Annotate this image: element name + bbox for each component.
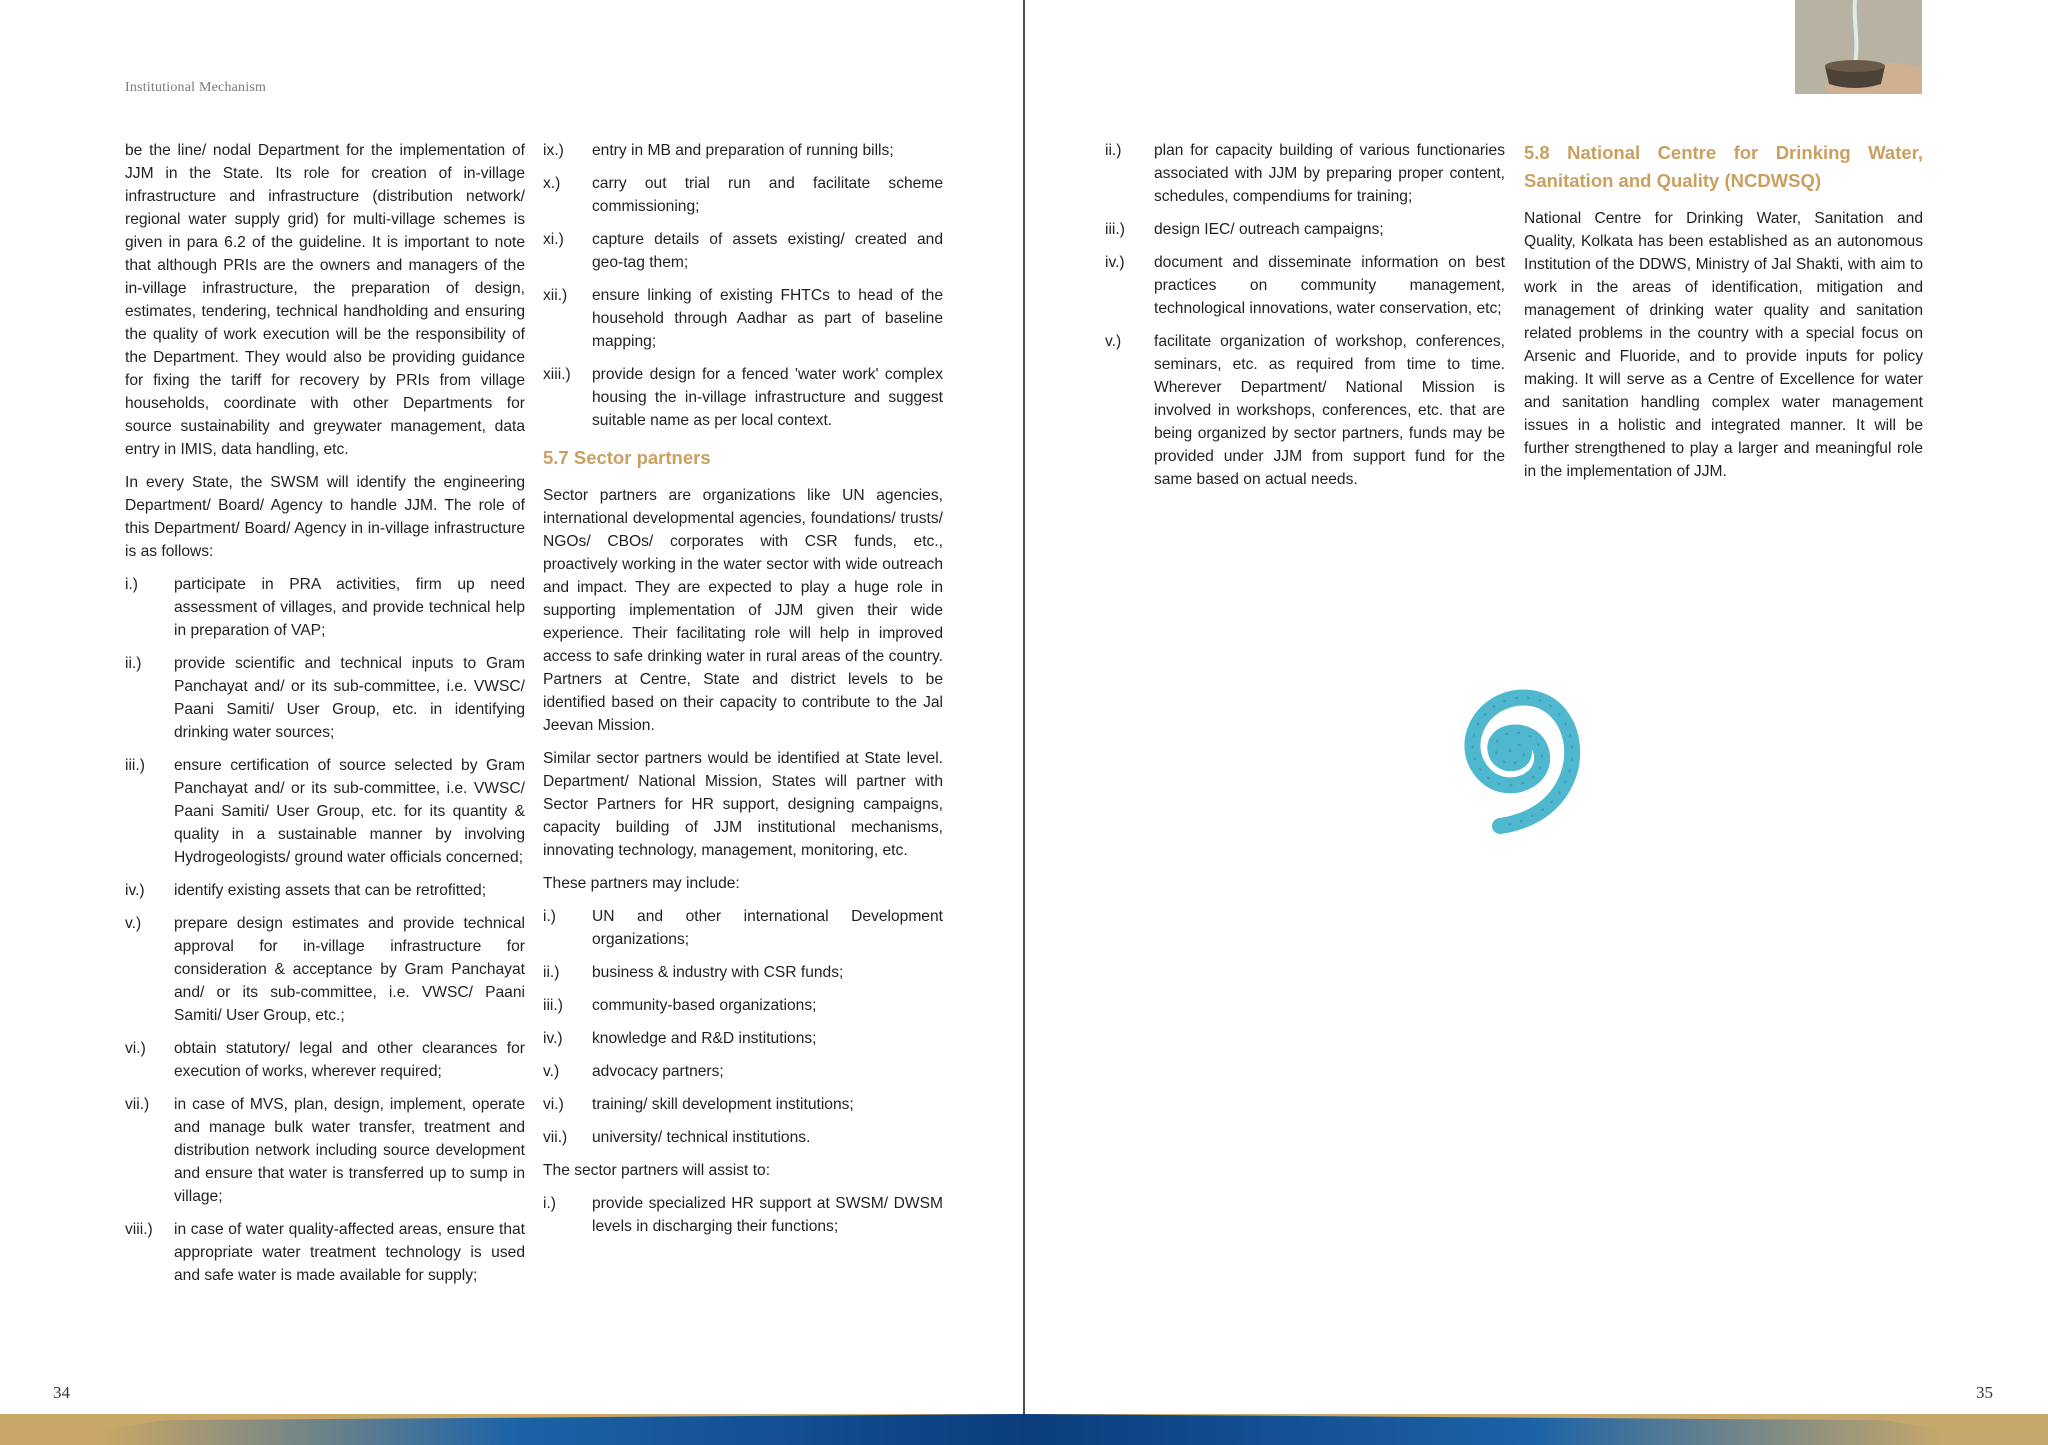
paragraph: Similar sector partners would be identified at State level. Department/ National Mission, States will partner with Sector Partners for HR support, designing campaigns, capacity building of JJM institutional mechanisms, innovating technology, management, monitoring, etc. (543, 750, 943, 859)
column-c (1105, 139, 1505, 501)
list-item (125, 912, 525, 1027)
list-item-number: iv.) (1105, 254, 1125, 271)
section-heading-ncdwsq: 5.8 National Centre for Drinking Water, Sanitation and Quality (NCDWSQ) (1524, 142, 1923, 191)
list-item (543, 1126, 943, 1149)
list-item-text: in case of water quality-affected areas, ensure that appropriate water treatment technology is used and safe water is made available for supply; (174, 1221, 525, 1284)
list-item-text: UN and other international Development organizations; (592, 908, 943, 948)
list-item-number: ii.) (125, 655, 142, 672)
list-item-text: participate in PRA activities, firm up need assessment of villages, and provide technical help in preparation of VAP; (174, 576, 525, 639)
list-item-text: plan for capacity building of various functionaries associated with JJM by preparing proper content, schedules, compendiums for training; (1154, 142, 1505, 205)
list-item-number: iii.) (125, 757, 145, 774)
page-number-right: 35 (1976, 1383, 1993, 1402)
list-item-text: capture details of assets existing/ created and geo-tag them; (592, 231, 943, 271)
list-item (1105, 139, 1505, 208)
photo-illustration (1795, 0, 1922, 94)
list-item-number: i.) (125, 576, 138, 593)
list-item-text: provide specialized HR support at SWSM/ DWSM levels in discharging their functions; (592, 1195, 943, 1235)
list-item-number: ii.) (543, 964, 560, 981)
paragraph: be the line/ nodal Department for the implementation of JJM in the State. Its role for creation of in-village infrastructure and infrastructure (distribution network/ regional water supply grid) for multi-village schemes is given in para 6.2 of the guideline. It is important to note that although PRIs are the owners and managers of the in-village infrastructure, the preparation of design, estimates, tendering, technical handholding and ensuring the quality of work execution will be the responsibility of the Department. They would also be providing guidance for fixing the tariff for recovery by PRIs from village households, coordinate with other Departments for source sustainability and greywater management, data entry in IMIS, data handling, etc. (125, 142, 525, 458)
list-item (1105, 330, 1505, 491)
list-item-number: viii.) (125, 1221, 153, 1238)
list-item-number: xiii.) (543, 366, 571, 383)
list-item (125, 879, 525, 902)
list-item (1105, 218, 1505, 241)
list-item (125, 754, 525, 869)
paragraph: These partners may include: (543, 875, 740, 892)
list-item (543, 1027, 943, 1050)
column-b (543, 139, 943, 1248)
list-item-text: obtain statutory/ legal and other clearances for execution of works, wherever required; (174, 1040, 525, 1080)
water-pouring-photo (1795, 0, 1922, 94)
list-item (543, 284, 943, 353)
footer-band (0, 1414, 2048, 1445)
list-item-text: advocacy partners; (592, 1063, 724, 1080)
column-d (1524, 139, 1923, 493)
list-item-text: prepare design estimates and provide technical approval for in-village infrastructure for consideration & acceptance by Gram Panchayat and/ or its sub-committee, i.e. VWSC/ Paani Samiti/ User Group, etc.; (174, 915, 525, 1024)
list-item-text: facilitate organization of workshop, conferences, seminars, etc. as required from time to time. Wherever Department/ National Mission is involved in workshops, conferences, etc. that are being organized by sector partners, funds may be provided under JJM from support fund for the same based on actual needs. (1154, 333, 1505, 488)
running-head: Institutional Mechanism (125, 80, 267, 95)
list-item (543, 228, 943, 274)
list-item-number: i.) (543, 908, 556, 925)
list-item (125, 1093, 525, 1208)
list-item-number: vii.) (543, 1129, 568, 1146)
list-item (543, 1192, 943, 1238)
list-item-text: design IEC/ outreach campaigns; (1154, 221, 1384, 238)
list-item-number: vi.) (125, 1040, 146, 1057)
list-item-text: in case of MVS, plan, design, implement, operate and manage bulk water transfer, treatment and distribution network including source development and ensure that water is transferred up to sump in village; (174, 1096, 525, 1205)
list-item-number: xii.) (543, 287, 568, 304)
list-item-text: provide design for a fenced 'water work' complex housing the in-village infrastructure and suggest suitable name as per local context. (592, 366, 943, 429)
assist-list (543, 1192, 943, 1238)
list-item-number: iii.) (543, 997, 563, 1014)
department-role-list-continued (543, 139, 943, 432)
list-item-number: xi.) (543, 231, 564, 248)
paragraph: In every State, the SWSM will identify the engineering Department/ Board/ Agency to handle JJM. The role of this Department/ Board/ Agency in in-village infrastructure is as follows: (125, 474, 525, 560)
section-heading-sector-partners: 5.7 Sector partners (543, 447, 711, 468)
list-item (543, 905, 943, 951)
list-item-text: document and disseminate information on best practices on community management, technological innovations, water conservation, etc; (1154, 254, 1505, 317)
list-item (543, 961, 943, 984)
list-item-number: ii.) (1105, 142, 1122, 159)
list-item-number: v.) (1105, 333, 1122, 350)
list-item-number: vii.) (125, 1096, 150, 1113)
list-item (543, 994, 943, 1017)
list-item-text: ensure linking of existing FHTCs to head of the household through Aadhar as part of baseline mapping; (592, 287, 943, 350)
list-item-text: entry in MB and preparation of running bills; (592, 142, 894, 159)
list-item (543, 1093, 943, 1116)
list-item (543, 1060, 943, 1083)
list-item-number: iii.) (1105, 221, 1125, 238)
list-item-text: ensure certification of source selected by Gram Panchayat and/ or its sub-committee, i.e. VWSC/ Paani Samiti/ User Group, etc. for its quantity & quality in a sustainable manner by involving Hydrogeologists/ ground water officials concerned; (174, 757, 525, 866)
page-number-left: 34 (53, 1383, 70, 1402)
list-item (543, 172, 943, 218)
list-item (1105, 251, 1505, 320)
list-item (543, 363, 943, 432)
assist-list-continued (1105, 139, 1505, 491)
paragraph: The sector partners will assist to: (543, 1162, 771, 1179)
list-item-text: community-based organizations; (592, 997, 817, 1014)
list-item-number: v.) (125, 915, 142, 932)
list-item-text: identify existing assets that can be retrofitted; (174, 882, 487, 899)
list-item (125, 573, 525, 642)
list-item-text: university/ technical institutions. (592, 1129, 811, 1146)
partner-types-list (543, 905, 943, 1149)
spiral-icon (1430, 656, 1590, 842)
left-page (0, 0, 1023, 1445)
list-item (543, 139, 943, 162)
list-item-text: carry out trial run and facilitate scheme commissioning; (592, 175, 943, 215)
paragraph: Sector partners are organizations like UN agencies, international developmental agencies, foundations/ trusts/ NGOs/ CBOs/ corporates with CSR funds, etc., proactively working in the water sector with wide outreach and impact. They are expected to play a huge role in supporting implementation of JJM given their wide experience. Their facilitating role will help in improved access to safe drinking water in rural areas of the country. Partners at Centre, State and district levels to be identified based on their capacity to contribute to the Jal Jeevan Mission. (543, 487, 943, 734)
list-item-number: ix.) (543, 142, 564, 159)
list-item-text: provide scientific and technical inputs to Gram Panchayat and/ or its sub-committee, i.e. VWSC/ Paani Samiti/ User Group, etc. in identifying drinking water sources; (174, 655, 525, 741)
list-item-number: v.) (543, 1063, 560, 1080)
list-item (125, 1037, 525, 1083)
list-item-number: x.) (543, 175, 561, 192)
list-item (125, 1218, 525, 1287)
paragraph: National Centre for Drinking Water, Sanitation and Quality, Kolkata has been established as an autonomous Institution of the DDWS, Ministry of Jal Shakti, with aim to work in the areas of identification, mitigation and management of drinking water quality and sanitation related problems in the country with a special focus on Arsenic and Fluoride, and to provide inputs for policy making. It will serve as a Centre of Excellence for water and sanitation handling complex water management issues in a holistic and integrated manner. It will be further strengthened to play a larger and meaningful role in the implementation of JJM. (1524, 210, 1923, 480)
list-item-number: i.) (543, 1195, 556, 1212)
list-item-text: knowledge and R&D institutions; (592, 1030, 817, 1047)
department-role-list (125, 573, 525, 1287)
list-item-number: vi.) (543, 1096, 564, 1113)
list-item-text: business & industry with CSR funds; (592, 964, 844, 981)
list-item-number: iv.) (125, 882, 145, 899)
column-a (125, 139, 525, 1297)
list-item-number: iv.) (543, 1030, 563, 1047)
list-item (125, 652, 525, 744)
list-item-text: training/ skill development institutions; (592, 1096, 854, 1113)
